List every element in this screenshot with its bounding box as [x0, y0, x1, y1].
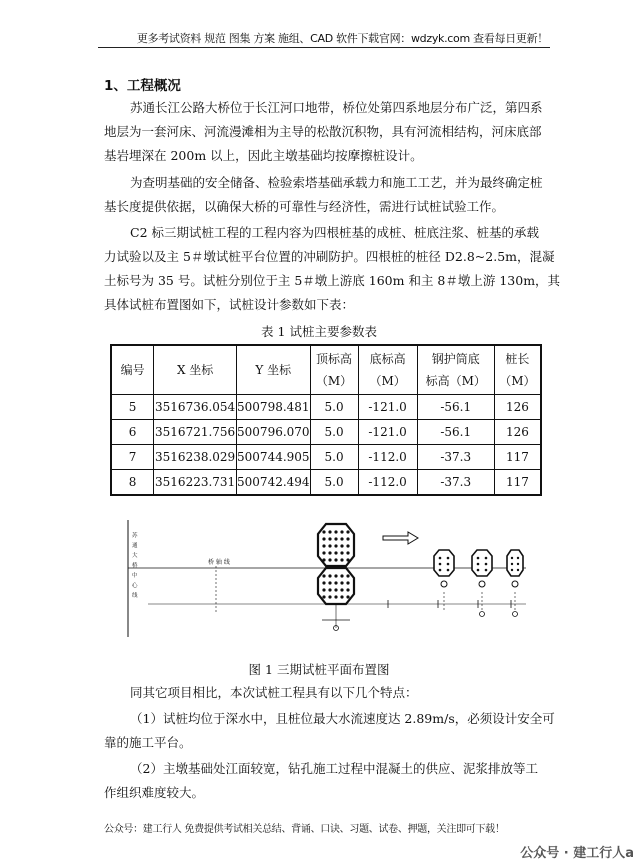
test-pile-marker [441, 581, 447, 587]
text-line: 作组织难度较大。 [104, 785, 205, 800]
cell: 126 [494, 420, 541, 445]
closing-paragraph-1 [104, 681, 550, 705]
cell: 500744.905 [237, 445, 311, 470]
test-pile-group-1 [434, 550, 454, 612]
cell: 5.0 [310, 395, 358, 420]
cell: 5.0 [310, 420, 358, 445]
cell: 500742.494 [237, 470, 311, 496]
table-row [111, 470, 541, 496]
cell: 5 [111, 395, 154, 420]
text-line: （2）主墩基础处江面较宽，钻孔施工过程中混凝土的供应、泥浆排放等工 [130, 761, 538, 776]
cell: 3516238.029 [154, 445, 237, 470]
watermark: 公众号 · 建工行人a [520, 846, 634, 861]
col-header-x: X 坐标 [154, 345, 237, 395]
paragraph-1 [104, 96, 550, 168]
closing-paragraph-2 [104, 707, 555, 755]
text-line: 苏通长江公路大桥位于长江河口地带，桥位处第四系地层分布广泛，第四系 [130, 100, 543, 115]
col-header-casing-elev: 钢护筒底 标高（M） [417, 345, 494, 395]
cell: -121.0 [358, 420, 417, 445]
col-header-top-elev: 顶标高 （M） [310, 345, 358, 395]
cell: 500798.481 [237, 395, 311, 420]
side-label-char: 心 [132, 583, 138, 589]
side-label-char: 苏 [132, 533, 138, 539]
cell: 6 [111, 420, 154, 445]
test-pile-base-marker [513, 612, 518, 617]
text-line: 为查明基础的安全储备、检验索塔基础承载力和施工工艺，并为最终确定桩 [130, 175, 543, 190]
cell: 3516223.731 [154, 470, 237, 496]
text-line: 具体试桩布置图如下，试桩设计参数如下表： [104, 297, 355, 312]
cell: 8 [111, 470, 154, 496]
cell: -37.3 [417, 445, 494, 470]
col-header-id: 编号 [111, 345, 154, 395]
test-pile-platform [434, 550, 454, 576]
cell: -121.0 [358, 395, 417, 420]
cell: -112.0 [358, 470, 417, 496]
test-pile-platform [472, 550, 492, 576]
closing-paragraph-3 [104, 757, 550, 805]
text-line: 靠的施工平台。 [104, 735, 192, 750]
cell: 126 [494, 395, 541, 420]
test-pile-marker [512, 581, 518, 587]
paragraph-3 [104, 221, 561, 317]
table-row [111, 395, 541, 420]
table-row [111, 445, 541, 470]
side-label-char: 中 [132, 573, 138, 579]
side-label [132, 531, 138, 599]
page-header: 更多考试资料 规范 图集 方案 施组、CAD 软件下载官网：wdzyk.com 查看每日更新！ [136, 32, 548, 45]
cell: 7 [111, 445, 154, 470]
header-rule [98, 47, 550, 48]
cell: 3516721.756 [154, 420, 237, 445]
side-label-char: 桥 [132, 563, 138, 569]
test-pile-group-3 [507, 550, 523, 617]
text-line: 基长度提供依据，以确保大桥的可靠性与经济性，需进行试桩试验工作。 [104, 199, 505, 214]
flow-direction-arrow [383, 532, 418, 544]
col-header-length: 桩长 （M） [494, 345, 541, 395]
cell: -112.0 [358, 445, 417, 470]
cell: 117 [494, 470, 541, 496]
side-label-char: 通 [132, 543, 138, 549]
table-header-row [111, 345, 541, 395]
cell: -56.1 [417, 395, 494, 420]
text-line: （1）试桩均位于深水中，且桩位最大水流速度达 2.89m/s，必须设计安全可 [130, 711, 555, 726]
section-title: 1、工程概况 [104, 78, 181, 94]
table-caption: 表 1 试桩主要参数表 [261, 324, 377, 339]
text-line: 地层为一套河床、河流漫滩相为主导的松散沉积物，具有河流相结构，河床底部 [104, 124, 542, 139]
side-label-char: 线 [132, 593, 138, 599]
paragraph-2 [104, 171, 550, 219]
test-pile-group-2 [472, 550, 492, 617]
table-row [111, 420, 541, 445]
pile-layout-drawing [118, 512, 538, 652]
figure-caption: 图 1 三期试桩平面布置图 [248, 662, 390, 677]
text-line: C2 标三期试桩工程的工程内容为四根桩基的成桩、桩底注浆、桩基的承载 [130, 225, 539, 240]
main-pier [318, 524, 354, 631]
cell: 3516736.054 [154, 395, 237, 420]
text-line: 力试验以及主 5＃墩试桩平台位置的冲刷防护。四根桩的桩径 D2.8~2.5m，混凝 [104, 249, 555, 264]
col-header-y: Y 坐标 [237, 345, 311, 395]
page-footer: 公众号：建工行人 免费提供考试相关总结、背诵、口诀、习题、试卷、押题，关注即可下载！ [104, 824, 505, 835]
text-line: 土标号为 35 号。试桩分别位于主 5＃墩上游底 160m 和主 8＃墩上游 130m，其 [104, 273, 561, 288]
side-label-char: 大 [132, 553, 138, 559]
cell: 5.0 [310, 470, 358, 496]
col-header-bottom-elev: 底标高 （M） [358, 345, 417, 395]
test-pile-marker [479, 581, 485, 587]
cell: 5.0 [310, 445, 358, 470]
pile-layout-figure [118, 512, 538, 656]
cell: 500796.070 [237, 420, 311, 445]
axis-label: 桥 轴 线 [208, 559, 230, 566]
cell: -56.1 [417, 420, 494, 445]
text-line: 同其它项目相比，本次试桩工程具有以下几个特点： [130, 685, 418, 700]
cell: 117 [494, 445, 541, 470]
test-pile-platform [507, 550, 523, 576]
text-line: 基岩埋深在 200m 以上，因此主墩基础均按摩擦桩设计。 [104, 148, 423, 163]
pile-parameter-table [110, 344, 542, 496]
test-pile-base-marker [480, 612, 485, 617]
cell: -37.3 [417, 470, 494, 496]
